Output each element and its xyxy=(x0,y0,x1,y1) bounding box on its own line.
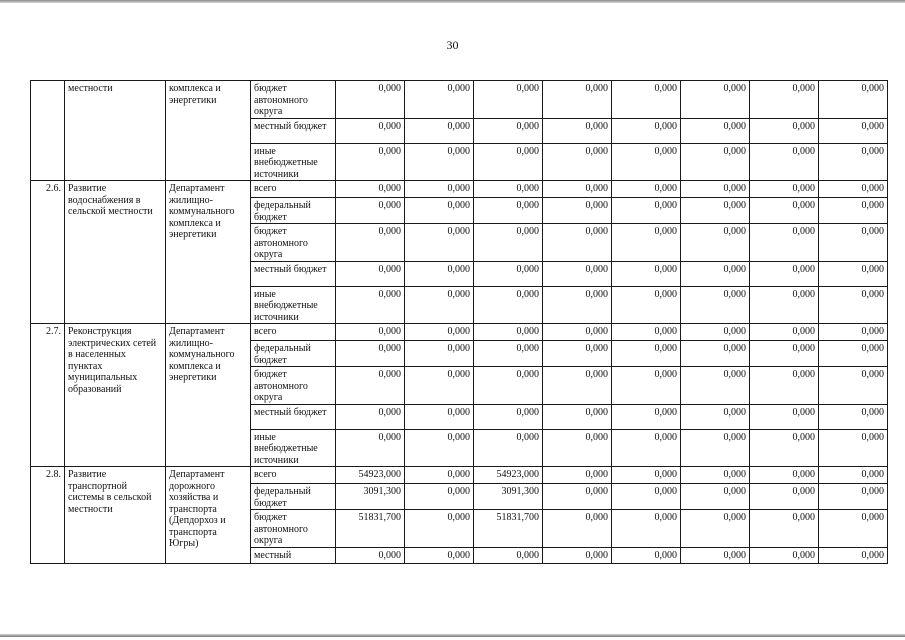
amount-cell: 0,000 xyxy=(474,429,543,467)
funding-source: федеральный бюджет xyxy=(251,198,336,224)
amount-cell: 0,000 xyxy=(543,118,612,143)
amount-cell: 0,000 xyxy=(819,484,888,510)
amount-cell: 0,000 xyxy=(543,198,612,224)
amount-cell: 0,000 xyxy=(681,324,750,341)
amount-cell: 0,000 xyxy=(405,484,474,510)
scan-edge-top xyxy=(0,0,905,3)
amount-cell: 0,000 xyxy=(750,286,819,324)
amount-cell: 0,000 xyxy=(543,81,612,119)
amount-cell: 0,000 xyxy=(543,181,612,198)
amount-cell: 0,000 xyxy=(612,261,681,286)
funding-source: местный бюджет xyxy=(251,118,336,143)
amount-cell: 0,000 xyxy=(405,143,474,181)
amount-cell: 0,000 xyxy=(681,467,750,484)
amount-cell: 0,000 xyxy=(474,198,543,224)
amount-cell: 3091,300 xyxy=(336,484,405,510)
amount-cell: 0,000 xyxy=(612,118,681,143)
amount-cell: 0,000 xyxy=(336,324,405,341)
amount-cell: 0,000 xyxy=(819,224,888,262)
amount-cell: 0,000 xyxy=(819,261,888,286)
amount-cell: 0,000 xyxy=(405,341,474,367)
amount-cell: 0,000 xyxy=(612,324,681,341)
amount-cell: 0,000 xyxy=(543,324,612,341)
amount-cell: 0,000 xyxy=(474,181,543,198)
amount-cell: 0,000 xyxy=(543,143,612,181)
amount-cell: 0,000 xyxy=(474,224,543,262)
amount-cell: 0,000 xyxy=(750,484,819,510)
amount-cell: 0,000 xyxy=(543,367,612,405)
amount-cell: 0,000 xyxy=(543,429,612,467)
amount-cell: 0,000 xyxy=(681,286,750,324)
amount-cell: 0,000 xyxy=(474,81,543,119)
amount-cell: 0,000 xyxy=(750,118,819,143)
funding-source: иные внебюджетные источники xyxy=(251,143,336,181)
amount-cell: 0,000 xyxy=(474,118,543,143)
amount-cell: 0,000 xyxy=(750,261,819,286)
amount-cell: 0,000 xyxy=(336,404,405,429)
amount-cell: 0,000 xyxy=(405,198,474,224)
amount-cell: 0,000 xyxy=(819,181,888,198)
amount-cell: 0,000 xyxy=(681,341,750,367)
amount-cell: 0,000 xyxy=(543,467,612,484)
amount-cell: 0,000 xyxy=(336,181,405,198)
amount-cell: 0,000 xyxy=(819,198,888,224)
amount-cell: 0,000 xyxy=(681,224,750,262)
amount-cell: 0,000 xyxy=(819,143,888,181)
amount-cell: 0,000 xyxy=(681,81,750,119)
amount-cell: 0,000 xyxy=(405,224,474,262)
amount-cell: 0,000 xyxy=(543,341,612,367)
amount-cell: 0,000 xyxy=(819,547,888,563)
amount-cell: 54923,000 xyxy=(474,467,543,484)
funding-source: всего xyxy=(251,467,336,484)
section-number: 2.6. xyxy=(31,181,65,324)
amount-cell: 0,000 xyxy=(819,404,888,429)
amount-cell: 0,000 xyxy=(405,118,474,143)
amount-cell: 0,000 xyxy=(819,367,888,405)
amount-cell: 0,000 xyxy=(681,547,750,563)
amount-cell: 0,000 xyxy=(336,429,405,467)
measure-name: местности xyxy=(65,81,166,181)
amount-cell: 0,000 xyxy=(474,404,543,429)
amount-cell: 0,000 xyxy=(336,143,405,181)
amount-cell: 0,000 xyxy=(750,224,819,262)
amount-cell: 0,000 xyxy=(612,143,681,181)
amount-cell: 0,000 xyxy=(405,81,474,119)
amount-cell: 0,000 xyxy=(336,261,405,286)
responsible-executor: Департамент жилищно-коммунального комплекса и энергетики xyxy=(166,181,251,324)
amount-cell: 0,000 xyxy=(543,484,612,510)
amount-cell: 0,000 xyxy=(612,341,681,367)
amount-cell: 0,000 xyxy=(819,341,888,367)
amount-cell: 0,000 xyxy=(336,118,405,143)
amount-cell: 0,000 xyxy=(819,510,888,548)
amount-cell: 0,000 xyxy=(681,118,750,143)
amount-cell: 0,000 xyxy=(681,367,750,405)
amount-cell: 0,000 xyxy=(750,510,819,548)
amount-cell: 0,000 xyxy=(336,286,405,324)
amount-cell: 0,000 xyxy=(405,404,474,429)
amount-cell: 0,000 xyxy=(612,404,681,429)
amount-cell: 0,000 xyxy=(336,224,405,262)
amount-cell: 0,000 xyxy=(612,484,681,510)
amount-cell: 0,000 xyxy=(405,261,474,286)
amount-cell: 0,000 xyxy=(405,286,474,324)
amount-cell: 0,000 xyxy=(336,198,405,224)
amount-cell: 0,000 xyxy=(405,367,474,405)
amount-cell: 0,000 xyxy=(819,286,888,324)
amount-cell: 0,000 xyxy=(543,224,612,262)
amount-cell: 0,000 xyxy=(405,467,474,484)
measure-name: Развитие водоснабжения в сельской местности xyxy=(65,181,166,324)
funding-source: иные внебюджетные источники xyxy=(251,429,336,467)
amount-cell: 0,000 xyxy=(405,429,474,467)
responsible-executor: комплекса и энергетики xyxy=(166,81,251,181)
responsible-executor: Департамент жилищно-коммунального комплекса и энергетики xyxy=(166,324,251,467)
amount-cell: 51831,700 xyxy=(474,510,543,548)
amount-cell: 0,000 xyxy=(474,367,543,405)
amount-cell: 0,000 xyxy=(612,367,681,405)
funding-source: местный бюджет xyxy=(251,404,336,429)
funding-source: бюджет автономного округа xyxy=(251,367,336,405)
section-number: 2.8. xyxy=(31,467,65,564)
budget-table xyxy=(30,80,888,564)
funding-source: федеральный бюджет xyxy=(251,484,336,510)
funding-source: федеральный бюджет xyxy=(251,341,336,367)
amount-cell: 51831,700 xyxy=(336,510,405,548)
amount-cell: 0,000 xyxy=(750,324,819,341)
funding-source: местный бюджет xyxy=(251,261,336,286)
amount-cell: 0,000 xyxy=(750,143,819,181)
amount-cell: 0,000 xyxy=(750,81,819,119)
funding-source: всего xyxy=(251,324,336,341)
table-row xyxy=(31,467,888,484)
amount-cell: 0,000 xyxy=(405,324,474,341)
table-row xyxy=(31,324,888,341)
amount-cell: 0,000 xyxy=(750,198,819,224)
amount-cell: 0,000 xyxy=(474,261,543,286)
amount-cell: 0,000 xyxy=(750,404,819,429)
funding-source: местный xyxy=(251,547,336,563)
amount-cell: 0,000 xyxy=(681,484,750,510)
amount-cell: 0,000 xyxy=(474,143,543,181)
amount-cell: 0,000 xyxy=(750,429,819,467)
amount-cell: 0,000 xyxy=(405,181,474,198)
amount-cell: 0,000 xyxy=(819,467,888,484)
scan-edge-bottom xyxy=(0,634,905,637)
funding-source: бюджет автономного округа xyxy=(251,224,336,262)
amount-cell: 3091,300 xyxy=(474,484,543,510)
funding-source: всего xyxy=(251,181,336,198)
amount-cell: 0,000 xyxy=(543,286,612,324)
amount-cell: 0,000 xyxy=(681,181,750,198)
amount-cell: 0,000 xyxy=(612,181,681,198)
table-row xyxy=(31,81,888,119)
amount-cell: 0,000 xyxy=(543,261,612,286)
amount-cell: 0,000 xyxy=(474,341,543,367)
amount-cell: 0,000 xyxy=(612,510,681,548)
amount-cell: 0,000 xyxy=(750,181,819,198)
funding-source: иные внебюджетные источники xyxy=(251,286,336,324)
table-row xyxy=(31,181,888,198)
amount-cell: 0,000 xyxy=(750,467,819,484)
amount-cell: 0,000 xyxy=(612,547,681,563)
amount-cell: 0,000 xyxy=(819,429,888,467)
amount-cell: 0,000 xyxy=(612,467,681,484)
amount-cell: 0,000 xyxy=(819,324,888,341)
amount-cell: 0,000 xyxy=(612,224,681,262)
amount-cell: 0,000 xyxy=(681,510,750,548)
amount-cell: 0,000 xyxy=(336,547,405,563)
amount-cell: 0,000 xyxy=(750,367,819,405)
amount-cell: 0,000 xyxy=(612,81,681,119)
amount-cell: 0,000 xyxy=(543,510,612,548)
amount-cell: 0,000 xyxy=(336,81,405,119)
amount-cell: 0,000 xyxy=(819,118,888,143)
amount-cell: 0,000 xyxy=(681,429,750,467)
amount-cell: 0,000 xyxy=(681,404,750,429)
amount-cell: 0,000 xyxy=(681,261,750,286)
amount-cell: 0,000 xyxy=(681,143,750,181)
amount-cell: 0,000 xyxy=(750,547,819,563)
amount-cell: 0,000 xyxy=(750,341,819,367)
amount-cell: 0,000 xyxy=(819,81,888,119)
amount-cell: 0,000 xyxy=(474,324,543,341)
section-number: 2.7. xyxy=(31,324,65,467)
amount-cell: 0,000 xyxy=(474,286,543,324)
funding-source: бюджет автономного округа xyxy=(251,510,336,548)
amount-cell: 0,000 xyxy=(681,198,750,224)
amount-cell: 0,000 xyxy=(336,367,405,405)
amount-cell: 0,000 xyxy=(336,341,405,367)
measure-name: Развитие транспортной системы в сельской местности xyxy=(65,467,166,564)
measure-name: Реконструкция электрических сетей в населенных пунктах муниципальных образований xyxy=(65,324,166,467)
amount-cell: 0,000 xyxy=(543,404,612,429)
page-number: 30 xyxy=(446,38,459,52)
amount-cell: 54923,000 xyxy=(336,467,405,484)
amount-cell: 0,000 xyxy=(405,510,474,548)
section-number xyxy=(31,81,65,181)
amount-cell: 0,000 xyxy=(612,286,681,324)
amount-cell: 0,000 xyxy=(474,547,543,563)
funding-source: бюджет автономного округа xyxy=(251,81,336,119)
budget-table-body xyxy=(31,81,888,564)
amount-cell: 0,000 xyxy=(612,198,681,224)
amount-cell: 0,000 xyxy=(543,547,612,563)
responsible-executor: Департамент дорожного хозяйства и транспорта (Депдорхоз и транспорта Югры) xyxy=(166,467,251,564)
amount-cell: 0,000 xyxy=(405,547,474,563)
amount-cell: 0,000 xyxy=(612,429,681,467)
